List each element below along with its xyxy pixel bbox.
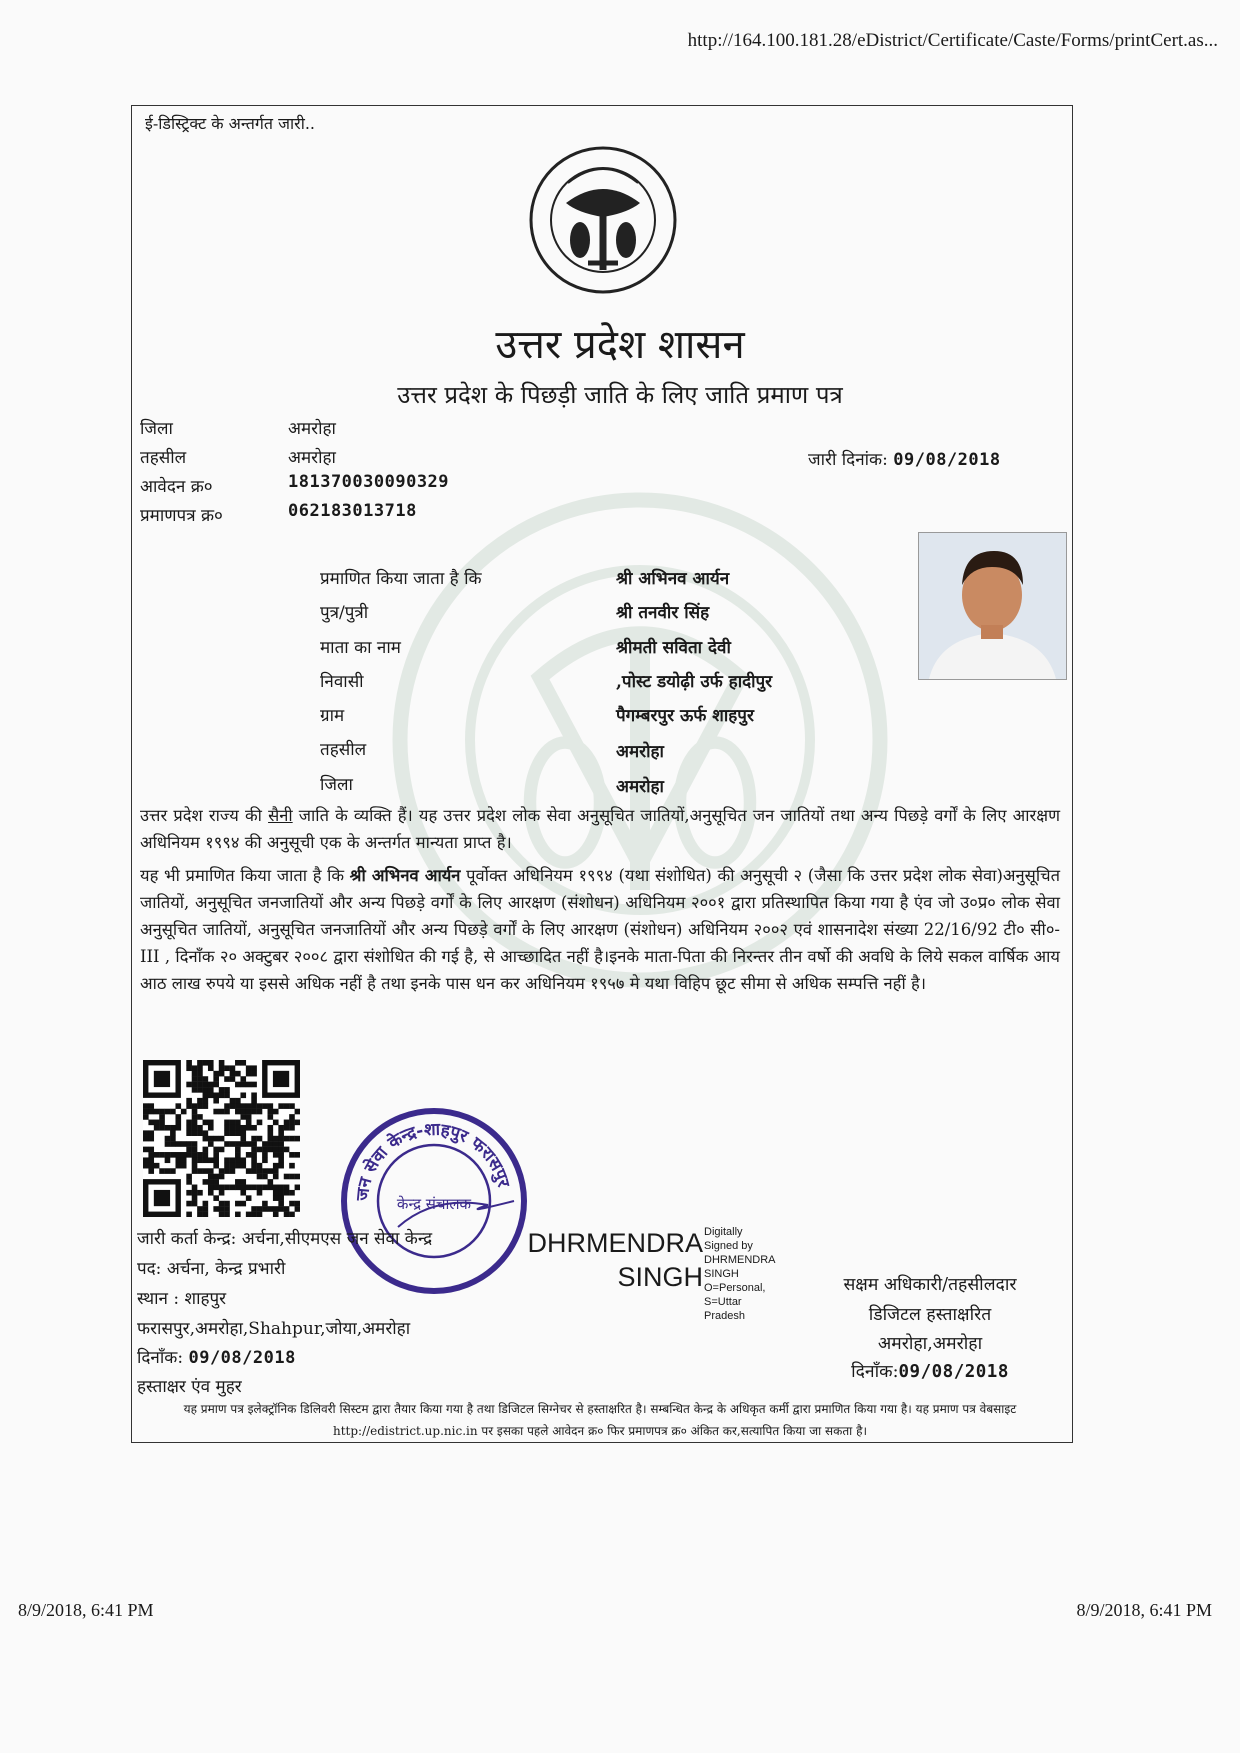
svg-text:जन सेवा केन्द्र-शाहपुर फरासपुर: जन सेवा केन्द्र-शाहपुर फरासपुर xyxy=(352,1119,514,1202)
detail-applicant-name: श्री अभिनव आर्यन xyxy=(616,569,730,589)
officer-signed: डिजिटल हस्ताक्षरित xyxy=(868,1305,992,1325)
caste-name: सैनी xyxy=(268,806,293,825)
issuer-date-value: 09/08/2018 xyxy=(188,1348,296,1368)
issuer-address: फरासपुर,अमरोहा,Shahpur,जोया,अमरोहा xyxy=(137,1319,411,1339)
issuer-date: दिनाँक: 09/08/2018 xyxy=(137,1348,296,1368)
print-timestamp-left: 8/9/2018, 6:41 PM xyxy=(18,1600,154,1620)
issuer-sign-label: हस्ताक्षर एंव मुहर xyxy=(137,1377,242,1397)
detail-resident-label: निवासी xyxy=(320,672,364,692)
certificate-title: उत्तर प्रदेश शासन xyxy=(495,322,745,368)
meta-district-value: अमरोहा xyxy=(288,419,336,439)
meta-application-no-label: आवेदन क्र० xyxy=(140,477,213,497)
print-url: http://164.100.181.28/eDistrict/Certificate/Caste/Forms/printCert.as... xyxy=(687,30,1218,51)
verification-disclaimer: यह प्रमाण पत्र इलेक्ट्रॉनिक डिलिवरी सिस्टम द्वारा तैयार किया गया है तथा डिजिटल सिग्नेचर से हस्ताक्षरित है। सम्बन्धित केन्द्र के अधिकृत कर्मी द्वारा प्रमाणित किया गया है। यह प्रमाण पत्र वेबसाइट http://edistrict.up.nic.in पर इसका पहले आवेदन क्र० फिर प्रमाणपत्र क्र० अंकित कर,सत्यापित किया जा सकता है। xyxy=(183,1402,1017,1438)
detail-mother-name: श्रीमती सविता देवी xyxy=(616,638,731,658)
detail-district-label: जिला xyxy=(320,775,353,795)
detail-village-label: ग्राम xyxy=(320,706,345,726)
svg-text:केन्द्र संचालक: केन्द्र संचालक xyxy=(396,1195,472,1213)
applicant-photo xyxy=(918,532,1067,680)
detail-resident-value: ,पोस्ट डयोढ़ी उर्फ हादीपुर xyxy=(616,672,773,692)
officer-place: अमरोहा,अमरोहा xyxy=(877,1334,983,1354)
up-government-emblem-icon xyxy=(528,145,678,295)
seal-stamp xyxy=(338,1105,530,1297)
issue-date xyxy=(808,447,1001,470)
qr-code xyxy=(143,1060,300,1217)
issue-date-value: 09/08/2018 xyxy=(893,450,1001,470)
meta-certificate-no-value: 062183013718 xyxy=(288,501,417,521)
detail-district-value: अमरोहा xyxy=(616,777,664,797)
officer-date: दिनाँक:09/08/2018 xyxy=(851,1362,1009,1382)
applicant-name-inline: श्री अभिनव आर्यन xyxy=(349,866,461,885)
officer-date-value: 09/08/2018 xyxy=(898,1362,1009,1382)
detail-tehsil-label: तहसील xyxy=(320,740,367,760)
digital-signature-details: Digitally Signed by DHRMENDRA SINGH O=Personal, S=Uttar Pradesh xyxy=(704,1226,776,1322)
print-timestamp-right: 8/9/2018, 6:41 PM xyxy=(1076,1600,1212,1620)
meta-application-no-value: 181370030090329 xyxy=(288,472,450,492)
meta-tehsil-value: अमरोहा xyxy=(288,448,336,468)
detail-certify-label: प्रमाणित किया जाता है कि xyxy=(320,569,482,589)
issuer-post: पद: अर्चना, केन्द्र प्रभारी xyxy=(137,1259,286,1279)
issue-date-label: जारी दिनांक: xyxy=(808,450,888,470)
certificate-subtitle: उत्तर प्रदेश के पिछड़ी जाति के लिए जाति प्रमाण पत्र xyxy=(397,381,843,409)
creamy-layer-paragraph: यह भी प्रमाणित किया जाता है कि श्री अभिनव आर्यन पूर्वोक्त अधिनियम १९९४ (यथा संशोधित) की अनुसूची २ (जैसा कि उत्तर प्रदेश लोक सेवा)अनुसूचित जातियों, अनुसूचित जनजातियों और अन्य पिछड़े वर्गों के लिए आरक्षण (संशोधन) अधिनियम २००१ द्वारा प्रतिस्थापित किया गया है एंव जो उ०प्र० लोक सेवा अनुसूचित जातियों, अनुसूचित जनजातियों और अन्य पिछड़े वर्गों के लिए आरक्षण (संशोधन) अधिनियम २००२ एवं शासनादेश संख्या 22/16/92 टी० सी०-III , दिनाँक २० अक्टुबर २००८ द्वारा संशोधित की गई है, से आच्छादित नहीं है।इनके माता-पिता की निरन्तर तीन वर्षो की अवधि के लिये सकल वार्षिक आय आठ लाख रुपये या इससे अधिक नहीं है तथा इनके पास धन कर अधिनियम १९५७ मे यथा विहिप छूट सीमा से अधिक सम्पत्ति नहीं है। xyxy=(140,866,1060,993)
digital-signer-name: DHRMENDRA SINGH xyxy=(527,1228,703,1292)
issuer-place: स्थान : शाहपुर xyxy=(137,1289,227,1309)
issued-under-text: ई-डिस्ट्रिक्ट के अन्तर्गत जारी.. xyxy=(145,114,316,133)
detail-father-name: श्री तनवीर सिंह xyxy=(616,603,710,623)
caste-statement-paragraph: उत्तर प्रदेश राज्य की सैनी जाति के व्यक्ति हैं। यह उत्तर प्रदेश लोक सेवा अनुसूचित जातियों,अनुसूचित जन जातियों तथा अन्य पिछड़े वर्गों के लिए आरक्षण अधिनियम १९९४ की अनुसूची एक के अन्तर्गत मान्यता प्राप्त है। xyxy=(140,806,1060,852)
detail-village-value: पैगम्बरपुर ऊर्फ शाहपुर xyxy=(616,706,754,726)
detail-mother-label: माता का नाम xyxy=(320,638,401,658)
detail-tehsil-value: अमरोहा xyxy=(616,742,664,762)
meta-certificate-no-label: प्रमाणपत्र क्र० xyxy=(140,506,223,526)
meta-district-label: जिला xyxy=(140,419,173,439)
meta-tehsil-label: तहसील xyxy=(140,448,187,468)
detail-parent-label: पुत्र/पुत्री xyxy=(320,603,369,623)
officer-title: सक्षम अधिकारी/तहसीलदार xyxy=(843,1275,1017,1295)
issuer-center: जारी कर्ता केन्द्र: अर्चना,सीएमएस जन सेवा केन्द्र xyxy=(137,1229,433,1249)
